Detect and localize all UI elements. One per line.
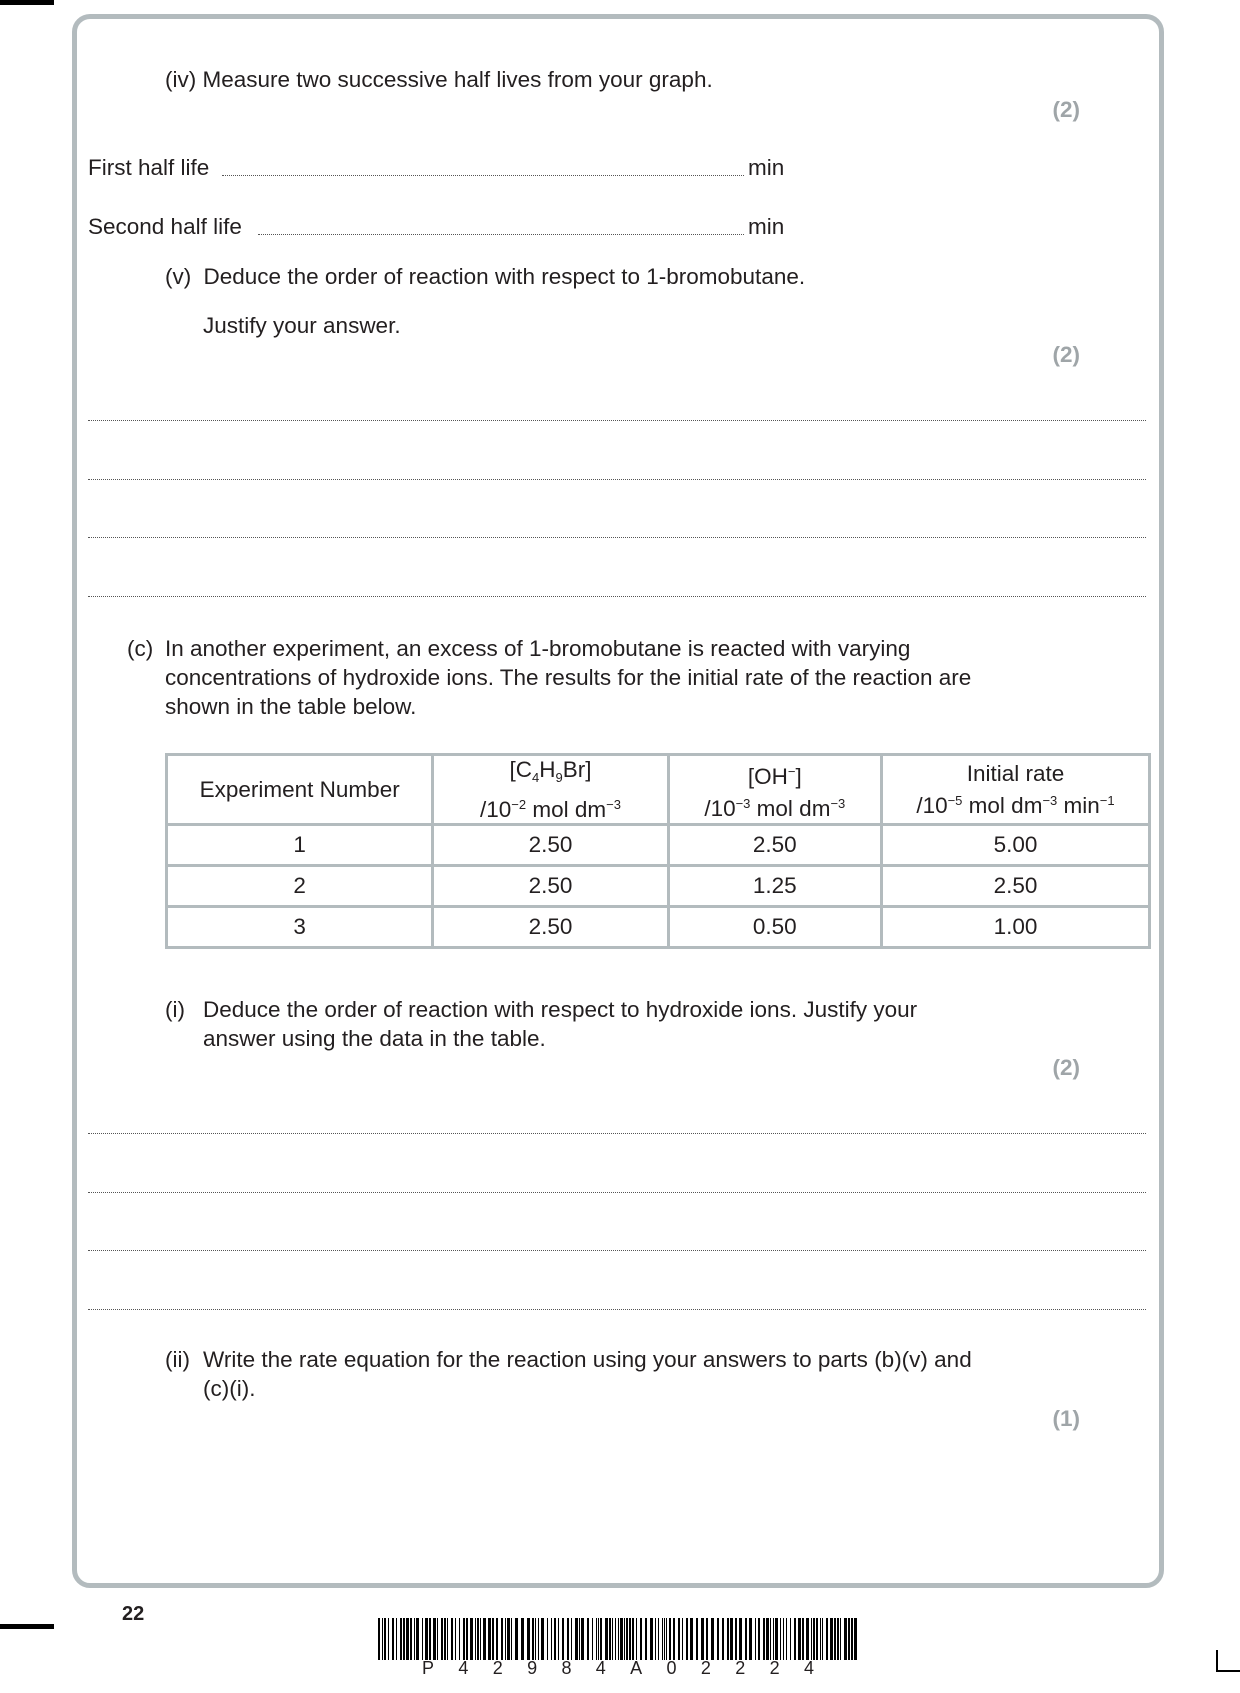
barcode-char: 2	[492, 1658, 503, 1678]
header-experiment-number: Experiment Number	[167, 755, 433, 825]
second-half-life-answer-line[interactable]	[258, 234, 744, 235]
answer-line-v-3[interactable]	[88, 537, 1146, 538]
question-iv-label: (iv)	[165, 67, 197, 92]
registration-mark-top	[0, 0, 54, 5]
table-cell: 2.50	[433, 825, 668, 866]
first-half-life-answer-line[interactable]	[222, 175, 744, 176]
table-cell: 3	[167, 907, 433, 948]
table-cell: 2.50	[881, 866, 1149, 907]
barcode-char: 4	[803, 1658, 814, 1678]
barcode-char: 4	[595, 1658, 606, 1678]
question-v	[165, 262, 805, 291]
question-ci-line2: answer using the data in the table.	[203, 1026, 546, 1051]
barcode-icon	[378, 1618, 860, 1660]
barcode-char: 4	[458, 1658, 469, 1678]
answer-line-ci-2[interactable]	[88, 1192, 1146, 1193]
barcode-char: 2	[735, 1658, 746, 1678]
question-c-label: (c)	[127, 636, 154, 661]
barcode-text	[378, 1658, 860, 1679]
table-header-row	[167, 755, 1150, 825]
header-hydroxide-concentration: [OH−] $/10^{-3}$ mol $dm^{-3}$	[668, 755, 881, 825]
question-iv	[165, 65, 713, 94]
marks-ci: (2)	[1052, 1055, 1080, 1080]
barcode-char: 2	[769, 1658, 780, 1678]
registration-mark-bottom-right-h	[1216, 1670, 1240, 1672]
question-c-line3: shown in the table below.	[165, 694, 417, 719]
table-cell: 2.50	[433, 907, 668, 948]
table-cell: 0.50	[668, 907, 881, 948]
question-v-text: Deduce the order of reaction with respect to 1-bromobutane.	[203, 264, 806, 289]
answer-line-v-2[interactable]	[88, 479, 1146, 480]
results-table	[165, 753, 1151, 949]
barcode-char: 9	[527, 1658, 538, 1678]
barcode-char: P	[422, 1658, 435, 1678]
question-cii-label: (ii)	[165, 1347, 190, 1372]
table-cell: 1	[167, 825, 433, 866]
registration-mark-bottom-right	[1216, 1650, 1218, 1672]
question-iv-text: Measure two successive half lives from your graph.	[202, 67, 713, 92]
barcode-char: 8	[561, 1658, 572, 1678]
table-row	[167, 825, 1150, 866]
answer-line-ci-4[interactable]	[88, 1309, 1146, 1310]
answer-line-ci-3[interactable]	[88, 1250, 1146, 1251]
marks-cii: (1)	[1052, 1406, 1080, 1431]
first-half-life-unit: min	[748, 155, 785, 180]
question-cii-line2: (c)(i).	[203, 1376, 256, 1401]
first-half-life-label: First half life	[88, 155, 210, 180]
marks-iv: (2)	[1052, 97, 1080, 122]
table-row	[167, 907, 1150, 948]
header-bromobutane-concentration: $[C_4H_9Br]$ $/10^{-2}$ mol $dm^{-3}$	[433, 755, 668, 825]
question-v-label: (v)	[165, 264, 192, 289]
table-cell: 5.00	[881, 825, 1149, 866]
question-c-line2: concentrations of hydroxide ions. The results for the initial rate of the reaction are	[165, 665, 972, 690]
answer-line-v-4[interactable]	[88, 596, 1146, 597]
table-cell: 2.50	[668, 825, 881, 866]
barcode-char: 0	[666, 1658, 677, 1678]
table-cell: 1.00	[881, 907, 1149, 948]
table-cell: 1.25	[668, 866, 881, 907]
barcode-char: A	[630, 1658, 643, 1678]
table-cell: 2	[167, 866, 433, 907]
registration-mark-bottom	[0, 1624, 54, 1629]
table-row	[167, 866, 1150, 907]
question-cii-line1: Write the rate equation for the reaction using your answers to parts (b)(v) and	[203, 1347, 972, 1372]
answer-line-v-1[interactable]	[88, 420, 1146, 421]
question-ci-label: (i)	[165, 997, 185, 1022]
second-half-life-label: Second half life	[88, 214, 242, 239]
second-half-life-unit: min	[748, 214, 785, 239]
marks-v: (2)	[1052, 342, 1080, 367]
table-cell: 2.50	[433, 866, 668, 907]
question-c-line1: In another experiment, an excess of 1-bromobutane is reacted with varying	[165, 636, 911, 661]
question-ci-line1: Deduce the order of reaction with respect to hydroxide ions. Justify your	[203, 997, 918, 1022]
barcode-char: 2	[700, 1658, 711, 1678]
header-initial-rate: Initial rate $/10^{-5}$ mol $dm^{-3}$ $\min^{-1}$	[881, 755, 1149, 825]
page-number: 22	[122, 1603, 145, 1625]
question-v-justify: Justify your answer.	[203, 313, 401, 338]
answer-line-ci-1[interactable]	[88, 1133, 1146, 1134]
